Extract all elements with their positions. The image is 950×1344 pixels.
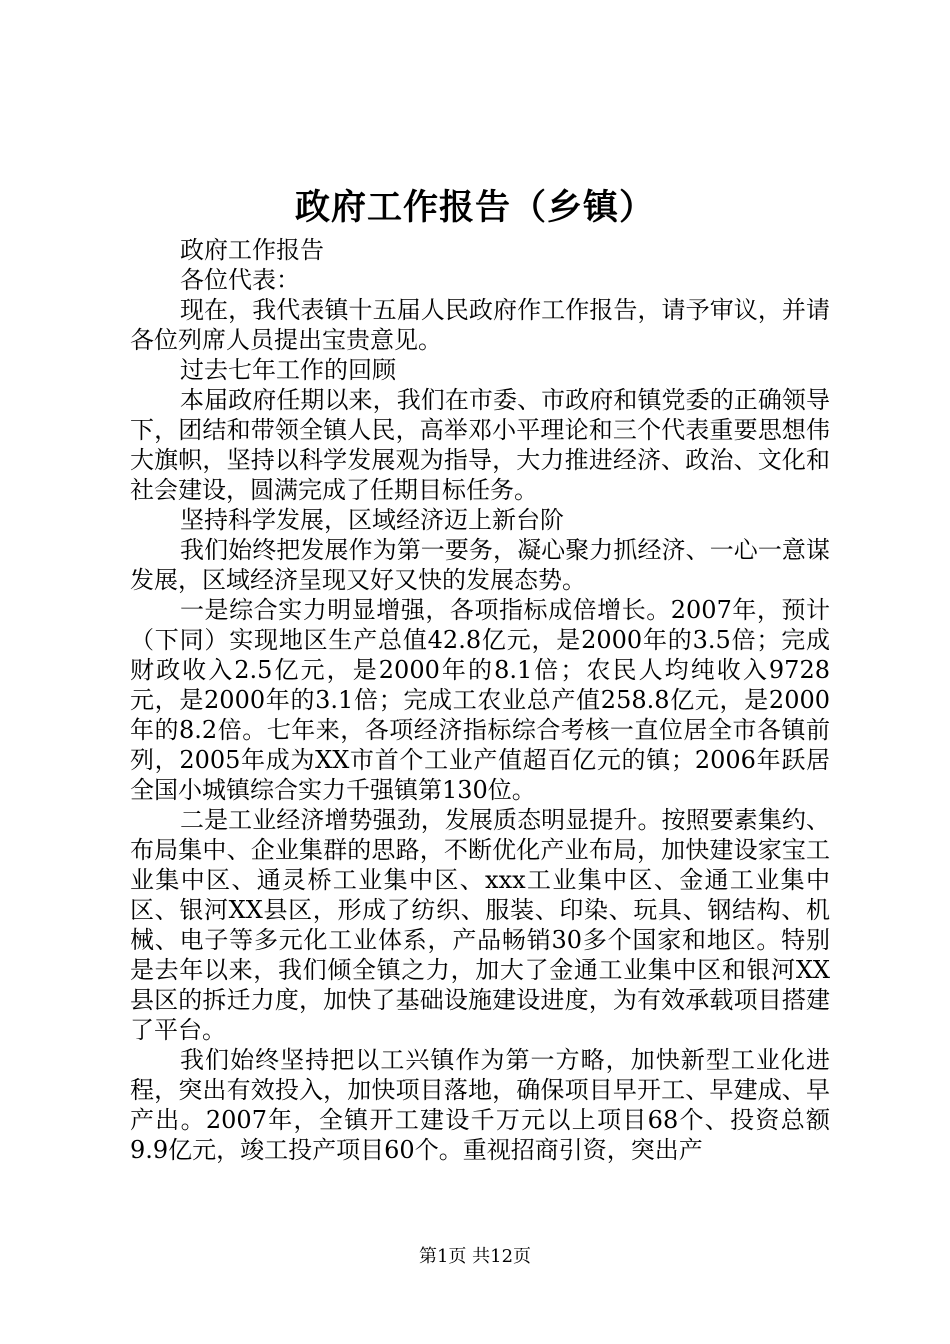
paragraph: 现在，我代表镇十五届人民政府作工作报告，请予审议，并请各位列席人员提出宝贵意见。	[130, 296, 830, 354]
paragraph: 本届政府任期以来，我们在市委、市政府和镇党委的正确领导下，团结和带领全镇人民，高举邓小平理论和三个代表重要思想伟大旗帜，坚持以科学发展观为指导，大力推进经济、政治、文化和社会建设，圆满完成了任期目标任务。	[130, 386, 830, 504]
section-heading: 坚持科学发展，区域经济迈上新台阶	[180, 506, 564, 534]
paragraph: 政府工作报告	[180, 236, 324, 264]
document-body	[130, 235, 830, 1165]
paragraph: 二是工业经济增势强劲，发展质态明显提升。按照要素集约、布局集中、企业集群的思路，不断优化产业布局，加快建设家宝工业集中区、通灵桥工业集中区、xxx工业集中区、金通工业集中区、银河XX县区，形成了纺织、服装、印染、玩具、钢结构、机械、电子等多元化工业体系，产品畅销30多个国家和地区。特别是去年以来，我们倾全镇之力，加大了金通工业集中区和银河XX县区的拆迁力度，加快了基础设施建设进度，为有效承载项目搭建了平台。	[130, 806, 830, 1044]
paragraph: 我们始终把发展作为第一要务，凝心聚力抓经济、一心一意谋发展，区域经济呈现又好又快的发展态势。	[130, 536, 830, 594]
paragraph: 各位代表：	[180, 266, 300, 294]
section-heading: 过去七年工作的回顾	[180, 356, 396, 384]
paragraph: 我们始终坚持把以工兴镇作为第一方略，加快新型工业化进程，突出有效投入，加快项目落地，确保项目早开工、早建成、早产出。2007年，全镇开工建设千万元以上项目68个、投资总额9.9亿元，竣工投产项目60个。重视招商引资，突出产	[130, 1046, 830, 1164]
document-title: 政府工作报告（乡镇）	[294, 187, 655, 228]
page-number: 第1页 共12页	[418, 1246, 532, 1267]
paragraph: 一是综合实力明显增强，各项指标成倍增长。2007年，预计（下同）实现地区生产总值42.8亿元，是2000年的3.5倍；完成财政收入2.5亿元，是2000年的8.1倍；农民人均纯收入9728元，是2000年的3.1倍；完成工农业总产值258.8亿元，是2000年的8.2倍。七年来，各项经济指标综合考核一直位居全市各镇前列，2005年成为XX市首个工业产值超百亿元的镇；2006年跃居全国小城镇综合实力千强镇第130位。	[130, 596, 830, 804]
